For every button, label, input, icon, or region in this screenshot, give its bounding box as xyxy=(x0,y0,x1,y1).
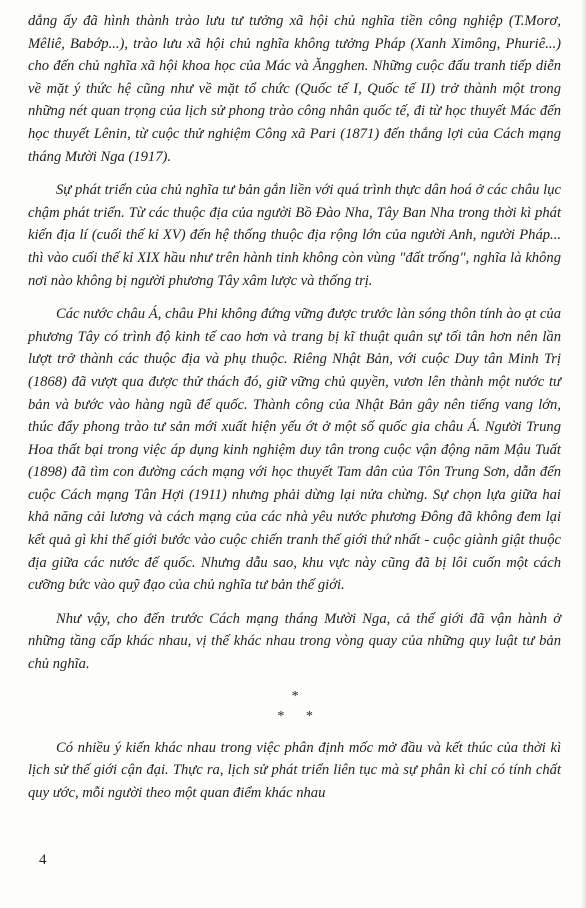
paragraph-3: Các nước châu Á, châu Phi không đứng vững được trước làn sóng thôn tính ào ạt của phương Tây có trình độ kinh tế cao hơn và trang bị kĩ thuật quân sự tối tân hơn nên lần lượt trở thành các thuộc địa và phụ thuộc. Riêng Nhật Bản, với cuộc Duy tân Minh Trị (1868) đã vượt qua được thử thách đó, giữ vững chủ quyền, vươn lên thành một nước tư bản và bước vào hàng ngũ đế quốc. Thành công của Nhật Bản gây nên tiếng vang lớn, thúc đẩy phong trào tư sản mới xuất hiện yếu ớt ở một số quốc gia châu Á. Người Trung Hoa thất bại trong việc áp dụng kinh nghiệm duy tân trong cuộc vận động năm Mậu Tuất (1898) đã tìm con đường cách mạng với học thuyết Tam dân của Tôn Trung Sơn, dẫn đến cuộc Cách mạng Tân Hợi (1911) nhưng phải dừng lại nửa chừng. Sự chọn lựa giữa hai khả năng cải lương và cách mạng của các nhà yêu nước phương Đông đã không đem lại kết quả gì khi thế giới bước vào cuộc chiến tranh thế giới thứ nhất - cuộc giành giật thuộc địa giữa các nước đế quốc. Nhưng dẫu sao, khu vực này cũng đã bị lôi cuốn một cách cưỡng bức vào quỹ đạo của chủ nghĩa tư bản thế giới. xyxy=(28,306,561,594)
section-separator-top: * xyxy=(291,688,298,704)
page-edge-shadow xyxy=(580,0,586,908)
paragraph-5: Có nhiều ý kiến khác nhau trong việc phân định mốc mở đầu và kết thúc của thời kì lịch sử thế giới cận đại. Thực ra, lịch sử phát triển liên tục mà sự phân kì chỉ có tính chất quy ước, mỗi người theo một quan điểm khác nhau xyxy=(28,739,561,801)
paragraph-4: Như vậy, cho đến trước Cách mạng tháng Mười Nga, cả thế giới đã vận hành ở những tầng cấp khác nhau, vị thế khác nhau trong vòng quay của những quy luật tư bản chủ nghĩa. xyxy=(28,610,561,673)
body-text xyxy=(28,10,561,815)
section-separator-bottom: * * xyxy=(276,708,313,724)
paragraph-2: Sự phát triển của chủ nghĩa tư bản gắn liền với quá trình thực dân hoá ở các châu lục chậm phát triển. Từ các thuộc địa của người Bồ Đào Nha, Tây Ban Nha trong thời kì phát kiến địa lí (cuối thế kỉ XV) đến hệ thống thuộc địa rộng lớn của người Anh, người Pháp... thì vào cuối thế kỉ XIX hầu như trên hành tinh không còn vùng "đất trống", nghĩa là không nơi nào không bị người phương Tây xâm lược và thống trị. xyxy=(28,182,561,289)
paragraph-1: dẳng ấy đã hình thành trào lưu tư tưởng xã hội chủ nghĩa tiền công nghiệp (T.Morơ, Mêliê, Babớp...), trào lưu xã hội chủ nghĩa không tưởng Pháp (Xanh Ximông, Phuriê...) cho đến chủ nghĩa xã hội khoa học của Mác và Ăngghen. Những cuộc đấu tranh tiếp diễn về mặt ý thức hệ cũng như về mặt tổ chức (Quốc tế I, Quốc tế II) trở thành một trong những nét quan trọng của lịch sử phong trào công nhân quốc tế, đi từ học thuyết Mác đến học thuyết Lênin, từ cuộc thử nghiệm Công xã Pari (1871) đến thắng lợi của Cách mạng tháng Mười Nga (1917). xyxy=(28,13,561,165)
page-number: 4 xyxy=(39,852,47,868)
